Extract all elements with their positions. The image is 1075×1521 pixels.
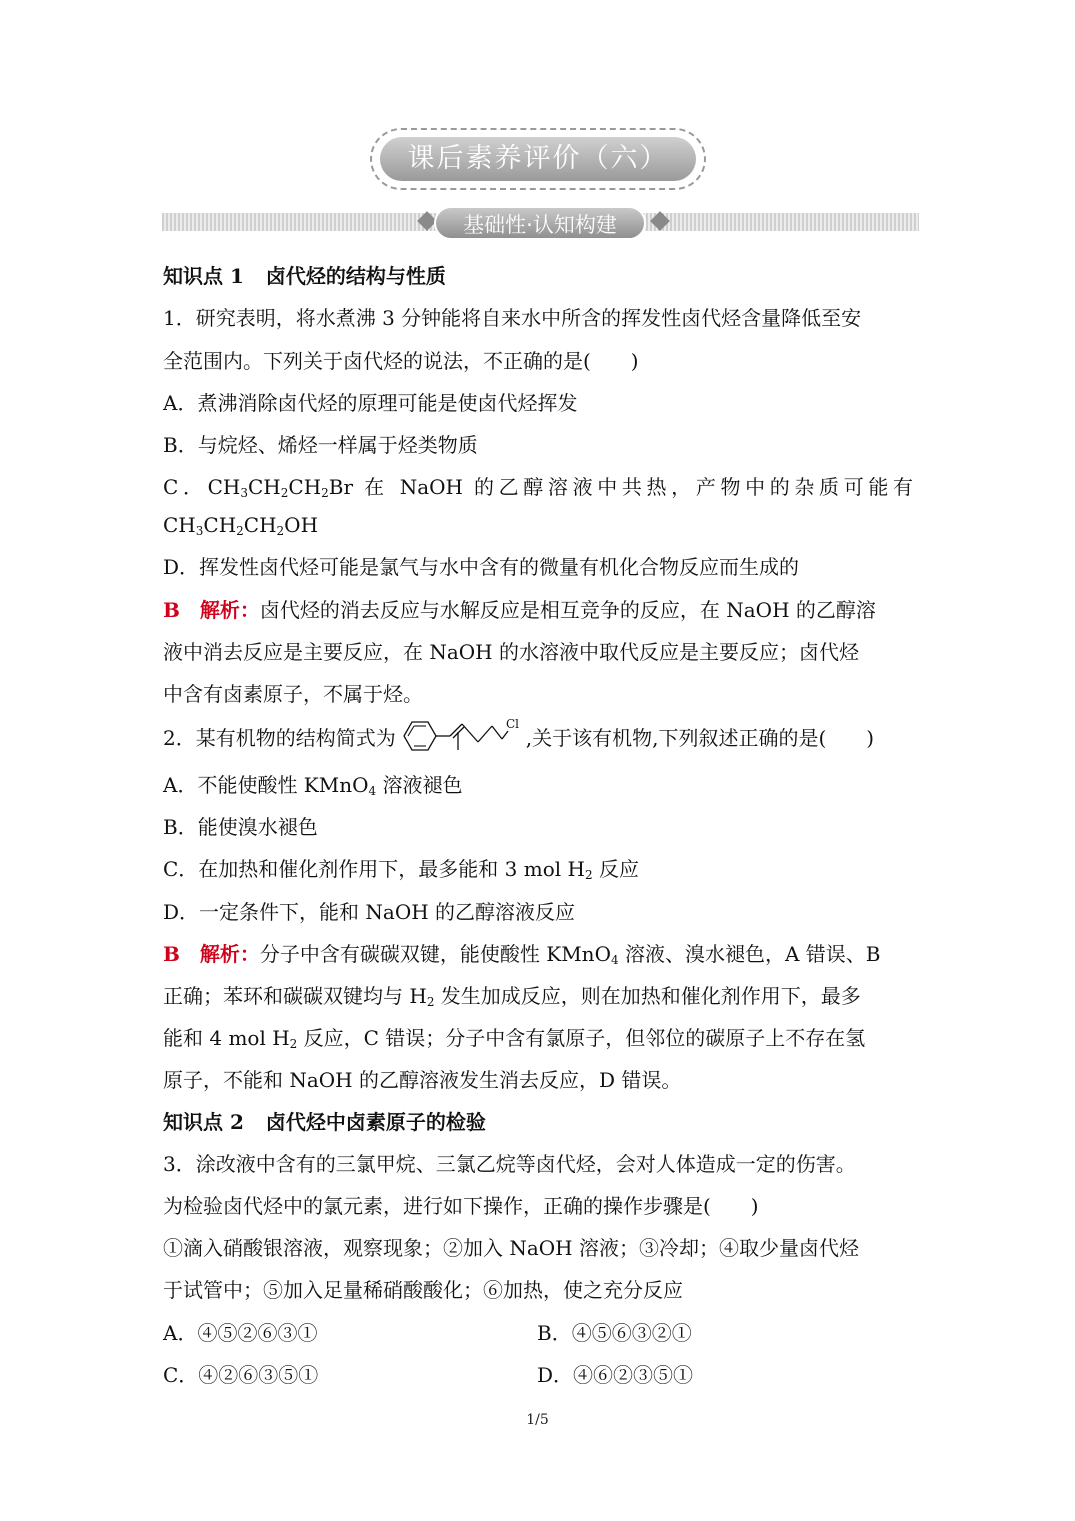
- q3-option-a: A．④⑤②⑥③①: [163, 1321, 318, 1345]
- knowledge-point-2: [163, 1106, 486, 1135]
- q1-analysis-line2: 液中消去反应是主要反应，在 NaOH 的水溶液中取代反应是主要反应；卤代烃: [163, 640, 859, 664]
- q3-ops-line2: 于试管中；⑤加入足量稀硝酸酸化；⑥加热，使之充分反应: [163, 1278, 683, 1302]
- q3-option-c: C．④②⑥③⑤①: [163, 1363, 319, 1387]
- q1-analysis-label: 解析：: [199, 598, 260, 622]
- q2-option-c: C．在加热和催化剂作用下，最多能和 3 mol $H_2$ 反应: [163, 857, 639, 882]
- kp1-title: 卤代烃的结构与性质: [265, 264, 446, 288]
- kp2-label: 知识点 2: [163, 1110, 244, 1134]
- knowledge-point-1: [163, 260, 446, 289]
- q1-option-c: C．$CH_3CH_2CH_2Br$ 在 NaOH 的乙醇溶液中共热，产物中的杂质可能有: [163, 475, 914, 500]
- kp1-label: 知识点 1: [163, 264, 244, 288]
- q1-option-d: D．挥发性卤代烃可能是氯气与水中含有的微量有机化合物反应而生成的: [163, 555, 800, 579]
- q2-answer: B: [163, 942, 180, 966]
- q2-option-a: A．不能使酸性 KMnO$_4$ 溶液褪色: [163, 773, 463, 798]
- q3-option-d: D．④⑥②③⑤①: [537, 1363, 694, 1387]
- q1-option-b: B．与烷烃、烯烃一样属于烃类物质: [163, 433, 478, 457]
- section-label: 基础性·认知构建: [434, 206, 646, 240]
- kp2-title: 卤代烃中卤素原子的检验: [265, 1110, 486, 1134]
- page-number: 1/5: [526, 1412, 549, 1428]
- q1-stem-line1: 1．研究表明，将水煮沸 3 分钟能将自来水中所含的挥发性卤代烃含量降低至安: [163, 306, 862, 330]
- q1-stem-line2: 全范围内。下列关于卤代烃的说法，不正确的是( ): [163, 349, 639, 373]
- q1-analysis-line1: B 解析：卤代烃的消去反应与水解反应是相互竞争的反应，在 NaOH 的乙醇溶: [163, 598, 876, 622]
- molecule-structure-icon: [398, 717, 524, 755]
- q2-stem: 2．某有机物的结构简式为 Cl ,关于该有机物,下列叙述正确的是( ): [163, 722, 874, 751]
- q1-answer: B: [163, 598, 180, 622]
- q1-analysis-line3: 中含有卤素原子，不属于烃。: [163, 682, 423, 706]
- q3-stem-line1: 3．涂改液中含有的三氯甲烷、三氯乙烷等卤代烃，会对人体造成一定的伤害。: [163, 1152, 856, 1176]
- q2-analysis-label: 解析：: [199, 942, 260, 966]
- q2-analysis-line1: B 解析：分子中含有碳碳双键，能使酸性 KMnO$_4$ 溶液、溴水褪色，A 错误、B: [163, 942, 881, 967]
- q3-option-b: B．④⑤⑥③②①: [537, 1321, 692, 1345]
- q3-stem-line2: 为检验卤代烃中的氯元素，进行如下操作，正确的操作步骤是( ): [163, 1194, 759, 1218]
- q2-analysis-line4: 原子，不能和 NaOH 的乙醇溶液发生消去反应，D 错误。: [163, 1068, 682, 1092]
- q1-option-a: A．煮沸消除卤代烃的原理可能是使卤代烃挥发: [163, 391, 578, 415]
- structure-cl-label: Cl: [505, 716, 519, 731]
- q2-option-b: B．能使溴水褪色: [163, 815, 318, 839]
- q2-option-d: D．一定条件下，能和 NaOH 的乙醇溶液反应: [163, 900, 576, 924]
- page-title: 课后素养评价（六）: [380, 137, 696, 181]
- q2-analysis-line2: 正确；苯环和碳碳双键均与 $H_2$ 发生加成反应，则在加热和催化剂作用下，最多: [163, 984, 861, 1009]
- formula-propyl-bromide: $CH_3CH_2CH_2Br$: [207, 475, 354, 500]
- q1-option-c-cont: $CH_3CH_2CH_2OH$: [163, 513, 319, 538]
- q2-analysis-line3: 能和 4 mol $H_2$ 反应，C 错误；分子中含有氯原子，但邻位的碳原子上不存在氢: [163, 1026, 866, 1051]
- title-banner: [370, 128, 706, 190]
- q3-ops-line1: ①滴入硝酸银溶液，观察现象；②加入 NaOH 溶液；③冷却；④取少量卤代烃: [163, 1236, 859, 1260]
